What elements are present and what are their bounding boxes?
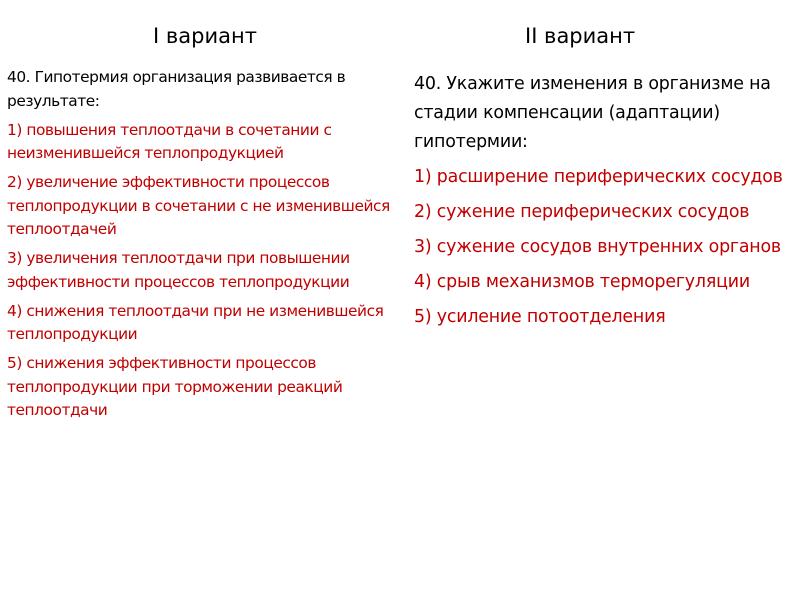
variant-2-answer-3: 3) сужение сосудов внутренних органов bbox=[414, 237, 781, 257]
variant-2-answer-2: 2) сужение периферических сосудов bbox=[414, 202, 750, 222]
variant-1-answer-1: 1) повышения теплоотдачи в сочетании с неизменившейся теплопродукцией bbox=[7, 120, 332, 162]
variant-1-answer-5: 5) снижения эффективности процессов теплопродукции при торможении реакций теплоотдачи bbox=[7, 354, 343, 419]
variant-1-question-text: 40. Гипотермия организация развивается в результате: bbox=[7, 68, 346, 110]
variant-1-answer-2: 2) увеличение эффективности процессов теплопродукции в сочетании с не изменившейся теплоотдачей bbox=[7, 173, 390, 238]
variant-2-question-block bbox=[414, 70, 795, 332]
variant-2-answer-4: 4) срыв механизмов терморегуляции bbox=[414, 272, 750, 292]
variant-1-answer-3: 3) увеличения теплоотдачи при повышении эффективности процессов теплопродукции bbox=[7, 249, 350, 291]
variant-2-heading: II вариант bbox=[525, 24, 636, 48]
variant-1-heading: I вариант bbox=[153, 24, 257, 48]
variant-2-answer-1: 1) расширение периферических сосудов bbox=[414, 167, 783, 187]
variant-2-question-text: 40. Укажите изменения в организме на стадии компенсации (адаптации) гипотермии: bbox=[414, 74, 771, 152]
variant-2-answer-5: 5) усиление потоотделения bbox=[414, 307, 666, 327]
variant-1-question-block bbox=[7, 66, 395, 423]
variant-1-answer-4: 4) снижения теплоотдачи при не изменившейся теплопродукции bbox=[7, 301, 384, 343]
